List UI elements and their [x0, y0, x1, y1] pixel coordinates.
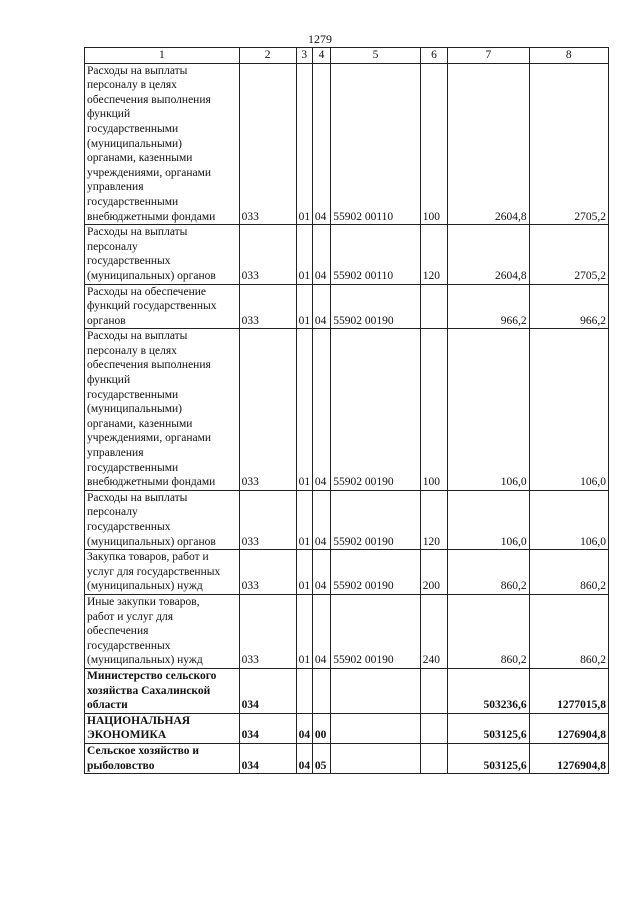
- section-code: 01: [296, 63, 312, 225]
- column-header: 2: [239, 48, 296, 64]
- target-article-code: 55902 00110: [331, 225, 421, 284]
- target-article-code: 55902 00190: [331, 594, 421, 668]
- amount-year-1: 106,0: [448, 490, 529, 549]
- expense-type-code: 200: [420, 550, 447, 595]
- expense-type-code: [420, 713, 447, 743]
- target-article-code: [331, 713, 421, 743]
- subsection-code: 04: [312, 490, 330, 549]
- amount-year-2: 106,0: [529, 490, 608, 549]
- table-row: [85, 713, 609, 743]
- subsection-code: 04: [312, 284, 330, 329]
- table-row: [85, 668, 609, 713]
- target-article-code: [331, 668, 421, 713]
- amount-year-2: 966,2: [529, 284, 608, 329]
- table-header-row: [85, 48, 609, 64]
- column-header: 5: [331, 48, 421, 64]
- expense-type-code: [420, 668, 447, 713]
- section-code: 01: [296, 284, 312, 329]
- ministry-code: 033: [239, 490, 296, 549]
- expense-type-code: 120: [420, 225, 447, 284]
- ministry-code: 033: [239, 594, 296, 668]
- row-name: Расходы на выплаты персоналу в целях обеспечения выполнения функций государственными (муниципальными) органами, казенными учреждениями, органами управления государственными внебюджетными фондами: [85, 63, 240, 225]
- section-code: 04: [296, 713, 312, 743]
- amount-year-2: 1277015,8: [529, 668, 608, 713]
- subsection-code: 04: [312, 594, 330, 668]
- target-article-code: 55902 00190: [331, 490, 421, 549]
- target-article-code: [331, 743, 421, 773]
- row-name: НАЦИОНАЛЬНАЯ ЭКОНОМИКА: [85, 713, 240, 743]
- table-row: [85, 743, 609, 773]
- amount-year-2: 106,0: [529, 329, 608, 491]
- target-article-code: 55902 00190: [331, 550, 421, 595]
- column-header: 4: [312, 48, 330, 64]
- amount-year-1: 503236,6: [448, 668, 529, 713]
- expense-type-code: 100: [420, 63, 447, 225]
- target-article-code: 55902 00190: [331, 329, 421, 491]
- subsection-code: 04: [312, 329, 330, 491]
- expense-type-code: [420, 743, 447, 773]
- ministry-code: 034: [239, 713, 296, 743]
- expense-type-code: 240: [420, 594, 447, 668]
- row-name: Иные закупки товаров, работ и услуг для обеспечения государственных (муниципальных) нужд: [85, 594, 240, 668]
- amount-year-1: 2604,8: [448, 225, 529, 284]
- section-code: 01: [296, 550, 312, 595]
- expense-type-code: 100: [420, 329, 447, 491]
- table-row: [85, 329, 609, 491]
- table-row: [85, 594, 609, 668]
- row-name: Расходы на обеспечение функций государственных органов: [85, 284, 240, 329]
- amount-year-1: 966,2: [448, 284, 529, 329]
- table-row: [85, 284, 609, 329]
- row-name: Расходы на выплаты персоналу государственных (муниципальных) органов: [85, 490, 240, 549]
- table-row: [85, 225, 609, 284]
- ministry-code: 034: [239, 668, 296, 713]
- ministry-code: 034: [239, 743, 296, 773]
- amount-year-1: 860,2: [448, 550, 529, 595]
- column-header: 6: [420, 48, 447, 64]
- subsection-code: 04: [312, 225, 330, 284]
- subsection-code: 04: [312, 63, 330, 225]
- table-row: [85, 550, 609, 595]
- amount-year-2: 1276904,8: [529, 713, 608, 743]
- section-code: 04: [296, 743, 312, 773]
- amount-year-1: 2604,8: [448, 63, 529, 225]
- ministry-code: 033: [239, 329, 296, 491]
- table-row: [85, 63, 609, 225]
- budget-table: [84, 47, 609, 774]
- ministry-code: 033: [239, 550, 296, 595]
- section-code: 01: [296, 490, 312, 549]
- column-header: 3: [296, 48, 312, 64]
- target-article-code: 55902 00190: [331, 284, 421, 329]
- amount-year-2: 860,2: [529, 550, 608, 595]
- expense-type-code: [420, 284, 447, 329]
- subsection-code: 00: [312, 713, 330, 743]
- section-code: 01: [296, 594, 312, 668]
- table-row: [85, 490, 609, 549]
- ministry-code: 033: [239, 225, 296, 284]
- amount-year-1: 860,2: [448, 594, 529, 668]
- page-number: 1279: [308, 32, 332, 46]
- section-code: [296, 668, 312, 713]
- column-header: 8: [529, 48, 608, 64]
- section-code: 01: [296, 329, 312, 491]
- amount-year-2: 1276904,8: [529, 743, 608, 773]
- ministry-code: 033: [239, 63, 296, 225]
- amount-year-2: 2705,2: [529, 63, 608, 225]
- row-name: Закупка товаров, работ и услуг для государственных (муниципальных) нужд: [85, 550, 240, 595]
- column-header: 1: [85, 48, 240, 64]
- amount-year-2: 860,2: [529, 594, 608, 668]
- row-name: Расходы на выплаты персоналу государственных (муниципальных) органов: [85, 225, 240, 284]
- column-header: 7: [448, 48, 529, 64]
- subsection-code: 05: [312, 743, 330, 773]
- section-code: 01: [296, 225, 312, 284]
- subsection-code: [312, 668, 330, 713]
- row-name: Расходы на выплаты персоналу в целях обеспечения выполнения функций государственными (муниципальными) органами, казенными учреждениями, органами управления государственными внебюджетными фондами: [85, 329, 240, 491]
- amount-year-2: 2705,2: [529, 225, 608, 284]
- amount-year-1: 106,0: [448, 329, 529, 491]
- row-name: Министерство сельского хозяйства Сахалинской области: [85, 668, 240, 713]
- amount-year-1: 503125,6: [448, 713, 529, 743]
- ministry-code: 033: [239, 284, 296, 329]
- expense-type-code: 120: [420, 490, 447, 549]
- row-name: Сельское хозяйство и рыболовство: [85, 743, 240, 773]
- subsection-code: 04: [312, 550, 330, 595]
- target-article-code: 55902 00110: [331, 63, 421, 225]
- amount-year-1: 503125,6: [448, 743, 529, 773]
